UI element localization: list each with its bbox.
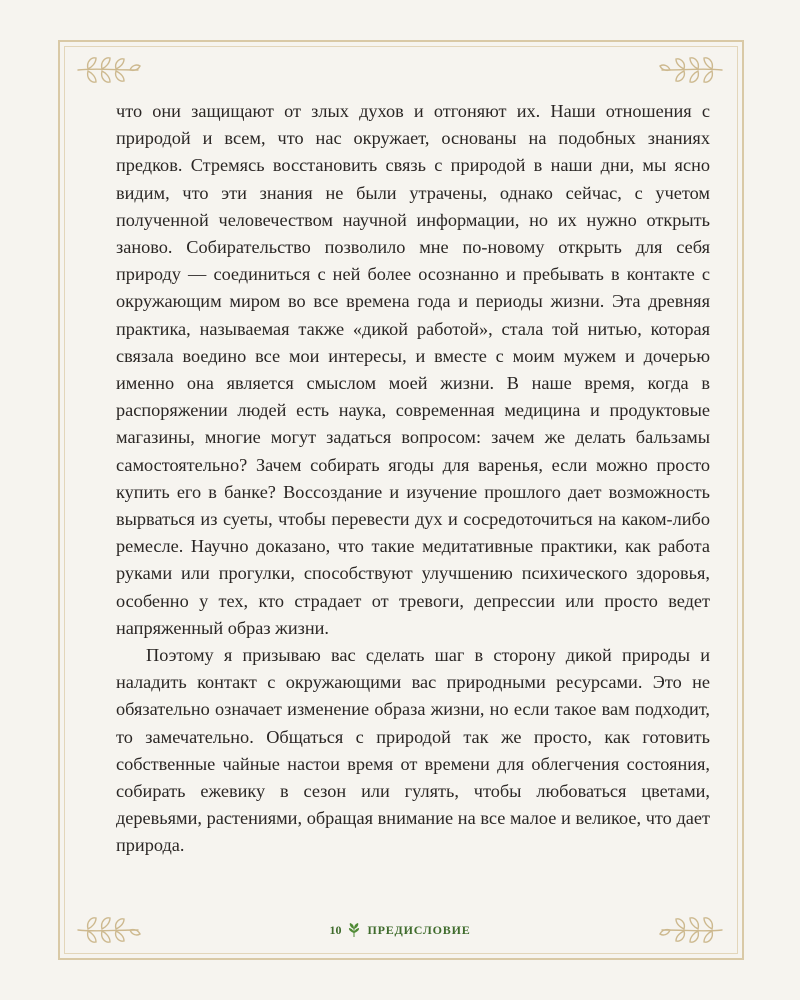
corner-ornament-top-left: [74, 50, 144, 90]
section-title: ПРЕДИСЛОВИЕ: [367, 922, 471, 937]
leaf-sprig-icon: [347, 922, 361, 938]
page-number: 10: [329, 922, 342, 937]
paragraph-1: что они защищают от злых духов и отгоняют их. Наши отношения с природой и всем, что нас окружает, основаны на подобных знаниях предков. Стремясь восстановить связь с природой в наши дни, мы ясно видим, что эти знания не были утрачены, однако сейчас, с учетом полученной человечеством научной информации, но их нужно открыть заново. Собирательство позволило мне по-новому открыть для себя природу — соединиться с ней более осознанно и пребывать в контакте с окружающим миром во все времена года и периоды жизни. Эта древняя практика, называемая также «дикой работой», стала той нитью, которая связала воедино все мои интересы, и вместе с моим мужем и дочерью именно она является смыслом моей жизни. В наше время, когда в распоряжении людей есть наука, современная медицина и продуктовые магазины, многие могут задаться вопросом: зачем же делать бальзамы самостоятельно? Зачем собирать ягоды для варенья, если можно просто купить его в банке? Воссоздание и изучение прошлого дает возможность вырваться из суеты, чтобы перевести дух и сосредоточиться на каком-либо ремесле. Научно доказано, что такие медитативные практики, как работа руками или прогулки, способствуют улучшению психического здоровья, особенно у тех, кто страдает от тревоги, депрессии или просто ведет напряженный образ жизни.: [116, 101, 710, 638]
body-text: [116, 98, 710, 860]
leaf-branch-icon: [656, 50, 726, 90]
corner-ornament-top-right: [656, 50, 726, 90]
page-footer: [0, 920, 800, 940]
paragraph-2: Поэтому я призываю вас сделать шаг в сторону дикой природы и наладить контакт с окружающими вас природными ресурсами. Это не обязательно означает изменение образа жизни, но если такое вам подходит, то замечательно. Общаться с природой так же просто, как готовить собственные чайные настои время от времени для облегчения состояния, собирать ежевику в сезон или гулять, чтобы любоваться цветами, деревьями, растениями, обращая внимание на все малое и великое, что дает природа.: [116, 645, 710, 856]
leaf-branch-icon: [74, 50, 144, 90]
